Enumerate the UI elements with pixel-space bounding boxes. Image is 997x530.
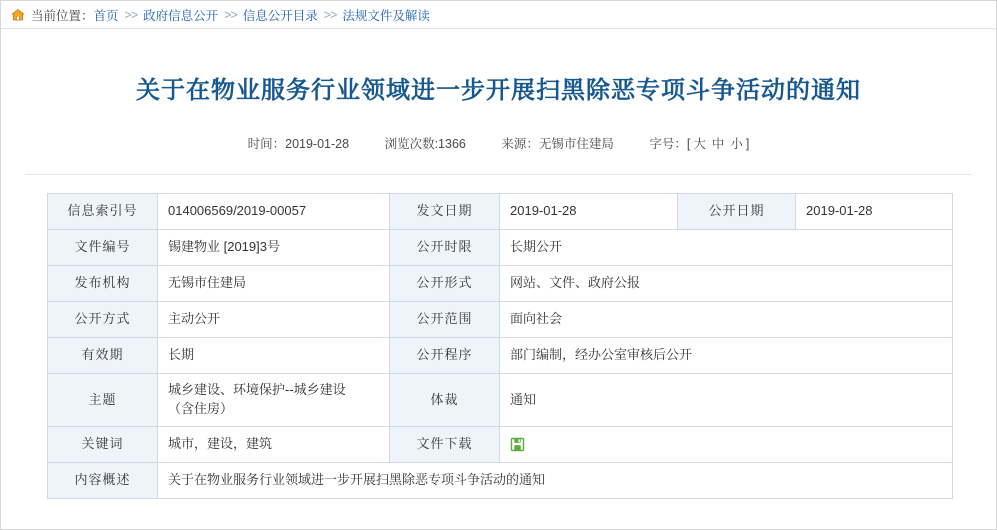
meta-views xyxy=(385,137,470,151)
home-icon xyxy=(11,8,25,22)
cell-label-validity-period: 有效期 xyxy=(48,338,158,374)
document-info-table xyxy=(47,193,953,499)
cell-value-summary: 关于在物业服务行业领域进一步开展扫黑除恶专项斗争活动的通知 xyxy=(158,462,953,498)
cell-value-keywords: 城市，建设，建筑 xyxy=(158,426,390,462)
font-size-label: 字号： xyxy=(649,137,687,152)
meta-date-value: 2019-01-28 xyxy=(285,137,350,152)
cell-value-disclosure-method: 主动公开 xyxy=(158,302,390,338)
breadcrumb-label: 当前位置： xyxy=(31,8,94,23)
cell-value-theme: 城乡建设、环境保护--城乡建设 （含住房） xyxy=(158,374,390,427)
font-size-control xyxy=(649,137,749,151)
meta-source-value: 无锡市住建局 xyxy=(538,137,614,152)
cell-value-public-date: 2019-01-28 xyxy=(796,194,953,230)
table-row xyxy=(48,302,953,338)
breadcrumb-item-home[interactable]: 首页 xyxy=(93,8,119,23)
breadcrumb-separator: >> xyxy=(224,7,237,22)
meta-source xyxy=(501,137,617,151)
meta-date-label: 时间： xyxy=(247,137,286,152)
font-size-small-button[interactable]: 小 xyxy=(730,137,743,152)
header-divider xyxy=(25,174,972,175)
table-row xyxy=(48,462,953,498)
cell-value-file-download[interactable] xyxy=(500,426,953,462)
font-size-bracket-open: [ xyxy=(686,137,691,152)
table-row xyxy=(48,374,953,427)
table-row xyxy=(48,338,953,374)
cell-value-validity-period: 长期 xyxy=(158,338,390,374)
breadcrumb-separator: >> xyxy=(323,7,337,22)
breadcrumb-item-info-catalog[interactable]: 信息公开目录 xyxy=(242,8,318,23)
cell-label-index-number: 信息索引号 xyxy=(48,194,158,230)
meta-views-label: 浏览次数: xyxy=(384,137,439,152)
cell-value-index-number: 014006569/2019-00057 xyxy=(158,194,390,230)
cell-value-file-number: 锡建物业 [2019]3号 xyxy=(158,230,390,266)
cell-label-theme: 主题 xyxy=(48,374,158,427)
cell-label-keywords: 关键词 xyxy=(48,426,158,462)
cell-label-disclosure-period: 公开时限 xyxy=(390,230,500,266)
font-size-bracket-close: ] xyxy=(745,137,750,152)
cell-label-file-number: 文件编号 xyxy=(48,230,158,266)
meta-views-value: 1366 xyxy=(438,137,466,152)
cell-value-genre: 通知 xyxy=(500,374,953,427)
breadcrumb-item-regulations[interactable]: 法规文件及解读 xyxy=(342,8,430,23)
cell-label-issuing-agency: 发布机构 xyxy=(48,266,158,302)
page-title: 关于在物业服务行业领域进一步开展扫黑除恶专项斗争活动的通知 xyxy=(136,76,861,104)
document-meta xyxy=(1,134,996,152)
breadcrumb-separator: >> xyxy=(124,7,138,22)
cell-label-issue-date: 发文日期 xyxy=(390,194,500,230)
cell-label-disclosure-procedure: 公开程序 xyxy=(390,338,500,374)
cell-label-disclosure-method: 公开方式 xyxy=(48,302,158,338)
font-size-medium-button[interactable]: 中 xyxy=(711,137,725,152)
title-block xyxy=(1,29,996,152)
font-size-large-button[interactable]: 大 xyxy=(693,137,706,152)
table-row xyxy=(48,230,953,266)
table-row xyxy=(48,194,953,230)
cell-label-public-date: 公开日期 xyxy=(678,194,796,230)
file-download-icon[interactable] xyxy=(510,437,525,452)
cell-value-disclosure-scope: 面向社会 xyxy=(500,302,953,338)
table-row xyxy=(48,426,953,462)
info-table-wrapper xyxy=(47,193,950,499)
cell-value-disclosure-period: 长期公开 xyxy=(500,230,953,266)
cell-label-genre: 体裁 xyxy=(390,374,500,427)
breadcrumb-item-government-info[interactable]: 政府信息公开 xyxy=(143,8,219,23)
table-row xyxy=(48,266,953,302)
cell-label-file-download: 文件下载 xyxy=(390,426,500,462)
cell-value-issue-date: 2019-01-28 xyxy=(500,194,678,230)
meta-source-label: 来源： xyxy=(501,137,539,152)
meta-date xyxy=(248,137,353,151)
cell-label-disclosure-scope: 公开范围 xyxy=(390,302,500,338)
breadcrumb xyxy=(1,1,996,29)
cell-value-issuing-agency: 无锡市住建局 xyxy=(158,266,390,302)
cell-label-summary: 内容概述 xyxy=(48,462,158,498)
cell-label-disclosure-form: 公开形式 xyxy=(390,266,500,302)
cell-value-disclosure-form: 网站、文件、政府公报 xyxy=(500,266,953,302)
cell-value-disclosure-procedure: 部门编制，经办公室审核后公开 xyxy=(500,338,953,374)
